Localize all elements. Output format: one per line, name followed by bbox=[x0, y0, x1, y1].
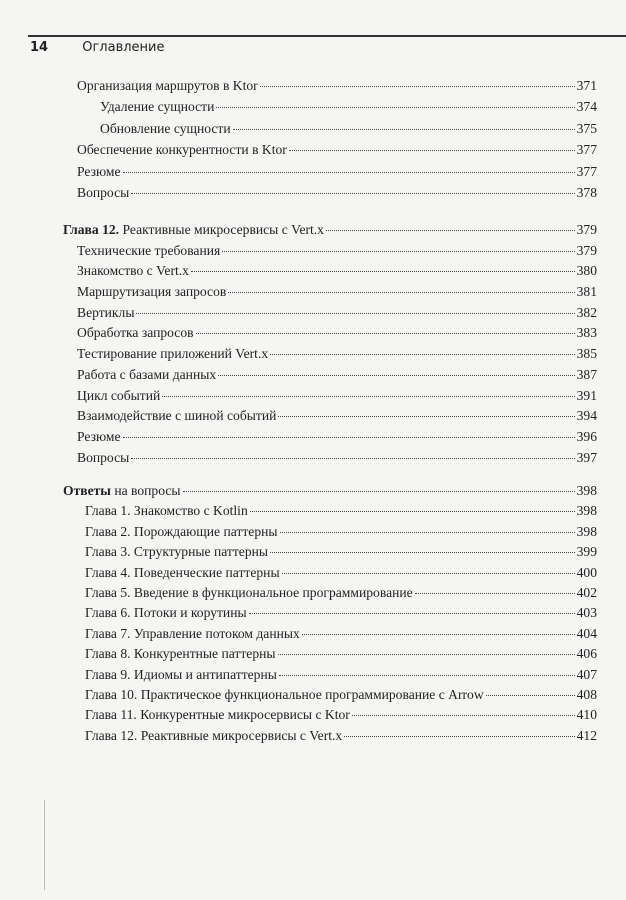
dot-leader bbox=[250, 511, 575, 512]
page-ref: 408 bbox=[576, 686, 597, 702]
toc-entry[interactable] bbox=[0, 667, 597, 687]
toc-entry[interactable] bbox=[0, 78, 597, 99]
page-ref: 402 bbox=[576, 584, 597, 600]
entry-title: Маршрутизация запросов bbox=[77, 284, 227, 300]
page-ref: 394 bbox=[576, 408, 597, 424]
toc-entry[interactable] bbox=[0, 503, 597, 523]
toc-section-chapter-11-tail bbox=[0, 78, 626, 206]
toc-entry[interactable] bbox=[0, 121, 597, 142]
chapter-title: Реактивные микросервисы с Vert.x bbox=[122, 222, 324, 237]
toc-entry[interactable] bbox=[0, 243, 597, 264]
dot-leader bbox=[278, 654, 575, 655]
dot-leader bbox=[183, 491, 575, 492]
toc-section-answers bbox=[0, 483, 626, 748]
page-ref: 383 bbox=[576, 325, 597, 341]
page-ref: 374 bbox=[576, 99, 597, 115]
dot-leader bbox=[289, 150, 575, 151]
entry-title: Тестирование приложений Vert.x bbox=[77, 346, 269, 362]
page-ref: 378 bbox=[576, 184, 597, 200]
entry-title: Глава 7. Управление потоком данных bbox=[85, 625, 300, 641]
page-ref: 396 bbox=[576, 428, 597, 444]
dot-leader bbox=[279, 675, 575, 676]
dot-leader bbox=[282, 573, 575, 574]
dot-leader bbox=[344, 736, 574, 737]
page-ref: 398 bbox=[576, 523, 597, 539]
entry-title: Глава 11. Конкурентные микросервисы с Ktor bbox=[85, 707, 350, 723]
running-title: Оглавление bbox=[82, 40, 165, 55]
toc-entry[interactable] bbox=[0, 565, 597, 585]
toc-entry[interactable] bbox=[0, 646, 597, 666]
toc-entry[interactable] bbox=[0, 707, 597, 727]
toc-entry[interactable] bbox=[0, 263, 597, 284]
page-ref: 397 bbox=[576, 449, 597, 465]
page-ref: 400 bbox=[576, 564, 597, 580]
entry-title: Цикл событий bbox=[77, 387, 161, 403]
toc-entry[interactable] bbox=[0, 367, 597, 388]
page-ref: 381 bbox=[576, 284, 597, 300]
dot-leader bbox=[218, 375, 574, 376]
page-ref: 403 bbox=[576, 605, 597, 621]
dot-leader bbox=[326, 230, 575, 231]
page-number: 14 bbox=[30, 40, 49, 55]
dot-leader bbox=[216, 107, 574, 108]
page-ref: 379 bbox=[576, 222, 597, 237]
page-ref: 377 bbox=[576, 142, 597, 158]
page-ref: 406 bbox=[576, 646, 597, 662]
entry-title: Глава 2. Порождающие паттерны bbox=[85, 523, 278, 539]
toc-entry[interactable] bbox=[0, 346, 597, 367]
toc-entry[interactable] bbox=[0, 388, 597, 409]
page-ref: 387 bbox=[576, 366, 597, 382]
toc-entry[interactable] bbox=[0, 408, 597, 429]
toc-entry[interactable] bbox=[0, 626, 597, 646]
toc-entry[interactable] bbox=[0, 164, 597, 185]
toc-entry[interactable] bbox=[0, 524, 597, 544]
toc-entry[interactable] bbox=[0, 585, 597, 605]
entry-title: Резюме bbox=[77, 428, 121, 444]
entry-title: Знакомство с Vert.x bbox=[77, 263, 189, 279]
toc-entry[interactable] bbox=[0, 450, 597, 471]
dot-leader bbox=[302, 634, 575, 635]
dot-leader bbox=[123, 172, 575, 173]
dot-leader bbox=[486, 695, 575, 696]
page-ref: 385 bbox=[576, 346, 597, 362]
page-ref: 412 bbox=[576, 727, 597, 743]
entry-title: Глава 9. Идиомы и антипаттерны bbox=[85, 666, 277, 682]
page-ref: 379 bbox=[576, 242, 597, 258]
page-ref: 398 bbox=[576, 503, 597, 519]
toc-entry[interactable] bbox=[0, 305, 597, 326]
page-ref: 407 bbox=[576, 666, 597, 682]
toc-entry[interactable] bbox=[0, 325, 597, 346]
entry-title: Обработка запросов bbox=[77, 325, 194, 341]
toc-entry[interactable] bbox=[0, 687, 597, 707]
page-ref: 377 bbox=[576, 163, 597, 179]
toc-section-chapter-12 bbox=[0, 222, 626, 470]
page-ref: 382 bbox=[576, 304, 597, 320]
dot-leader bbox=[196, 333, 575, 334]
dot-leader bbox=[280, 532, 575, 533]
entry-title: Глава 6. Потоки и корутины bbox=[85, 605, 247, 621]
dot-leader bbox=[278, 416, 574, 417]
dot-leader bbox=[123, 437, 575, 438]
dot-leader bbox=[162, 396, 574, 397]
page-ref: 380 bbox=[576, 263, 597, 279]
toc-entry[interactable] bbox=[0, 185, 597, 206]
dot-leader bbox=[415, 593, 575, 594]
toc-entry[interactable] bbox=[0, 605, 597, 625]
entry-title: Обновление сущности bbox=[100, 120, 231, 136]
page-ref: 398 bbox=[576, 483, 597, 498]
section-title: на вопросы bbox=[114, 483, 181, 498]
toc-entry[interactable] bbox=[0, 544, 597, 564]
entry-title: Вопросы bbox=[77, 449, 130, 465]
scan-artifact bbox=[44, 800, 45, 890]
dot-leader bbox=[260, 86, 575, 87]
running-header bbox=[30, 40, 165, 55]
page-ref: 391 bbox=[576, 387, 597, 403]
entry-title: Работа с базами данных bbox=[77, 366, 217, 382]
page-ref: 399 bbox=[576, 544, 597, 560]
dot-leader bbox=[136, 313, 574, 314]
dot-leader bbox=[191, 271, 575, 272]
dot-leader bbox=[270, 354, 574, 355]
page-ref: 371 bbox=[576, 78, 597, 93]
dot-leader bbox=[222, 251, 574, 252]
page-ref: 404 bbox=[576, 625, 597, 641]
dot-leader bbox=[228, 292, 574, 293]
header-rule bbox=[28, 35, 626, 37]
entry-title: Взаимодействие с шиной событий bbox=[77, 408, 277, 424]
entry-title: Технические требования bbox=[77, 242, 221, 258]
section-title-bold: Ответы bbox=[63, 483, 111, 498]
dot-leader bbox=[352, 715, 575, 716]
entry-title: Глава 10. Практическое функциональное программирование с Arrow bbox=[85, 686, 484, 702]
entry-title: Глава 1. Знакомство с Kotlin bbox=[85, 503, 248, 519]
entry-title: Обеспечение конкурентности в Ktor bbox=[77, 142, 287, 158]
toc-chapter-entry[interactable] bbox=[0, 222, 597, 243]
dot-leader bbox=[249, 613, 575, 614]
dot-leader bbox=[233, 129, 575, 130]
entry-title: Вопросы bbox=[77, 184, 130, 200]
entry-title: Резюме bbox=[77, 163, 121, 179]
entry-title: Удаление сущности bbox=[100, 99, 215, 115]
dot-leader bbox=[131, 458, 574, 459]
entry-title: Глава 4. Поведенческие паттерны bbox=[85, 564, 280, 580]
entry-title: Глава 8. Конкурентные паттерны bbox=[85, 646, 276, 662]
dot-leader bbox=[270, 552, 575, 553]
entry-title: Вертиклы bbox=[77, 304, 135, 320]
dot-leader bbox=[131, 193, 574, 194]
entry-title: Организация маршрутов в Ktor bbox=[77, 78, 258, 93]
entry-title: Глава 5. Введение в функциональное программирование bbox=[85, 584, 413, 600]
page-ref: 375 bbox=[576, 120, 597, 136]
toc-entry[interactable] bbox=[0, 429, 597, 450]
toc-entry[interactable] bbox=[0, 728, 597, 748]
entry-title: Глава 12. Реактивные микросервисы с Vert.x bbox=[85, 727, 343, 743]
toc-entry[interactable] bbox=[0, 99, 597, 120]
toc-chapter-entry[interactable] bbox=[0, 483, 597, 503]
toc-entry[interactable] bbox=[0, 284, 597, 305]
chapter-number: Глава 12. bbox=[63, 222, 120, 237]
page-ref: 410 bbox=[576, 707, 597, 723]
toc-entry[interactable] bbox=[0, 142, 597, 163]
entry-title: Глава 3. Структурные паттерны bbox=[85, 544, 269, 560]
